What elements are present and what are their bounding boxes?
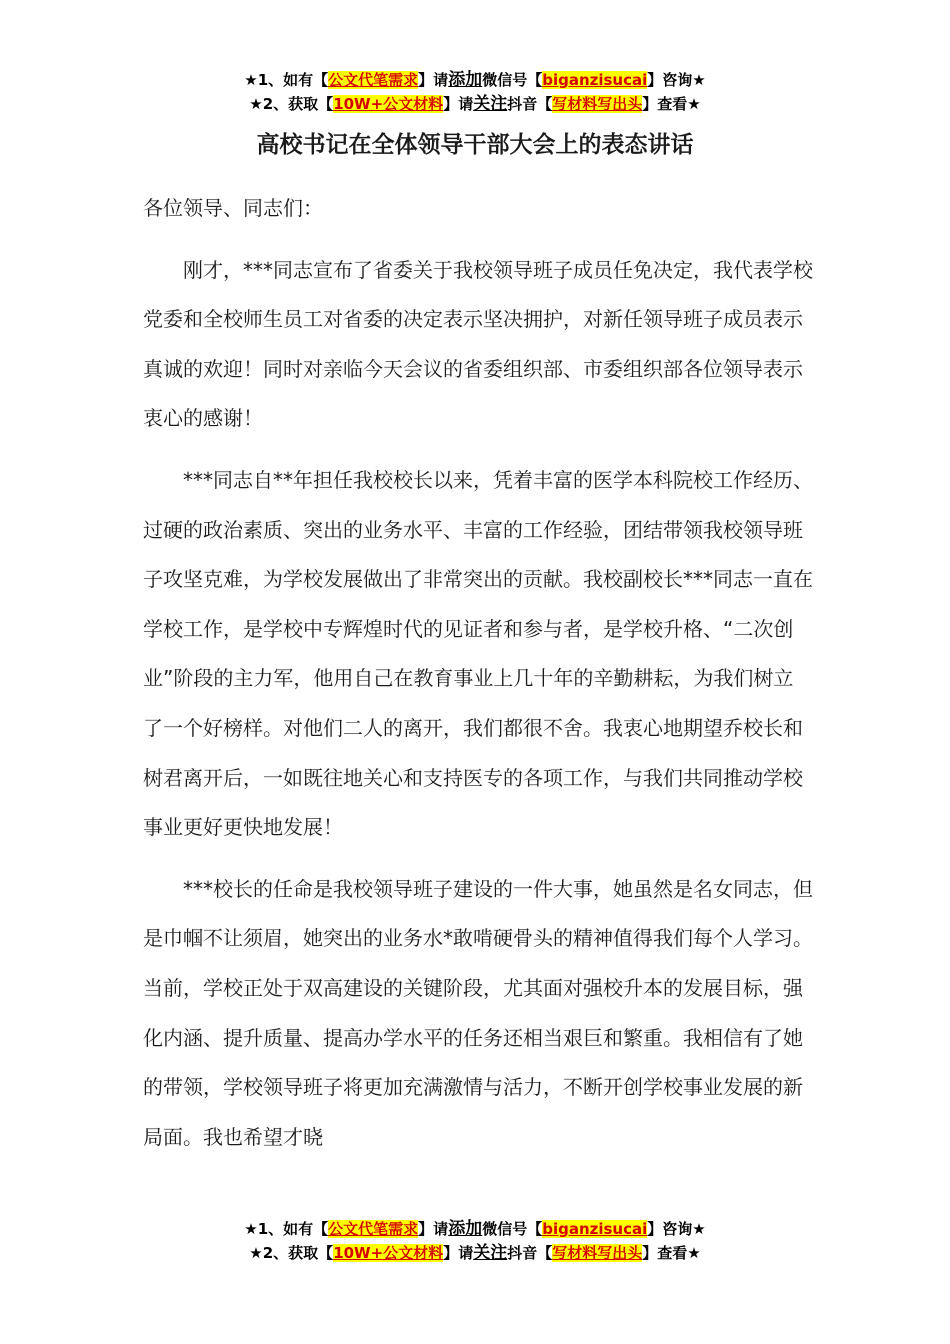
banner-text: 】查看★ xyxy=(642,95,701,113)
banner-text: 】请 xyxy=(443,95,474,113)
banner-line-1 xyxy=(0,1217,950,1241)
banner-wechat-id[interactable]: biganzisucai xyxy=(542,1220,648,1238)
banner-text: 】查看★ xyxy=(642,1244,701,1262)
banner-highlight[interactable]: 10W+公文材料 xyxy=(333,1244,444,1262)
banner-text: 微信号【 xyxy=(482,71,543,89)
banner-line-2 xyxy=(0,1241,950,1265)
banner-text: ★1、如有【 xyxy=(244,1220,329,1238)
banner-text: 抖音【 xyxy=(507,1244,553,1262)
banner-text: ★2、获取【 xyxy=(249,95,334,113)
banner-line-1 xyxy=(0,68,950,92)
banner-emphasis: 添加 xyxy=(448,70,483,90)
top-banner xyxy=(0,68,950,116)
paragraph: ***同志自**年担任我校校长以来，凭着丰富的医学本科院校工作经历、过硬的政治素质、突出的业务水平、丰富的工作经验，团结带领我校领导班子攻坚克难，为学校发展做出了非常突出的贡献。我校副校长***同志一直在学校工作，是学校中专辉煌时代的见证者和参与者，是学校升格、“二次创业”阶段的主力军，他用自己在教育事业上几十年的辛勤耕耘，为我们树立了一个好榜样。对他们二人的离开，我们都很不舍。我衷心地期望乔校长和树君离开后，一如既往地关心和支持医专的各项工作，与我们共同推动学校事业更好更快地发展！ xyxy=(143,467,813,840)
banner-wechat-id[interactable]: biganzisucai xyxy=(542,71,648,89)
banner-text: 】请 xyxy=(418,1220,449,1238)
banner-text: ★2、获取【 xyxy=(249,1244,334,1262)
banner-emphasis: 关注 xyxy=(473,1243,508,1263)
banner-text: 抖音【 xyxy=(507,95,553,113)
banner-emphasis: 关注 xyxy=(473,94,508,114)
banner-highlight[interactable]: 公文代笔需求 xyxy=(328,71,419,89)
banner-douyin-id[interactable]: 写材料写出头 xyxy=(552,1244,643,1262)
salutation: 各位领导、同志们： xyxy=(143,196,323,220)
banner-highlight[interactable]: 10W+公文材料 xyxy=(333,95,444,113)
banner-text: 】请 xyxy=(443,1244,474,1262)
paragraph: 刚才，***同志宣布了省委关于我校领导班子成员任免决定，我代表学校党委和全校师生员工对省委的决定表示坚决拥护，对新任领导班子成员表示真诚的欢迎！同时对亲临今天会议的省委组织部、市委组织部各位领导表示衷心的感谢！ xyxy=(143,257,813,431)
banner-text: 微信号【 xyxy=(482,1220,543,1238)
document-title: 高校书记在全体领导干部大会上的表态讲话 xyxy=(256,132,694,158)
banner-highlight[interactable]: 公文代笔需求 xyxy=(328,1220,419,1238)
bottom-banner xyxy=(0,1217,950,1265)
banner-text: 】咨询★ xyxy=(647,71,706,89)
banner-text: ★1、如有【 xyxy=(244,71,329,89)
paragraph: ***校长的任命是我校领导班子建设的一件大事，她虽然是名女同志，但是巾帼不让须眉，她突出的业务水*敢啃硬骨头的精神值得我们每个人学习。当前，学校正处于双高建设的关键阶段，尤其面对强校升本的发展目标，强化内涵、提升质量、提高办学水平的任务还相当艰巨和繁重。我相信有了她的带领，学校领导班子将更加充满激情与活力，不断开创学校事业发展的新局面。我也希望才晓 xyxy=(143,876,813,1149)
banner-line-2 xyxy=(0,92,950,116)
banner-text: 】咨询★ xyxy=(647,1220,706,1238)
banner-douyin-id[interactable]: 写材料写出头 xyxy=(552,95,643,113)
banner-emphasis: 添加 xyxy=(448,1219,483,1239)
banner-text: 】请 xyxy=(418,71,449,89)
document-body xyxy=(143,184,813,1174)
